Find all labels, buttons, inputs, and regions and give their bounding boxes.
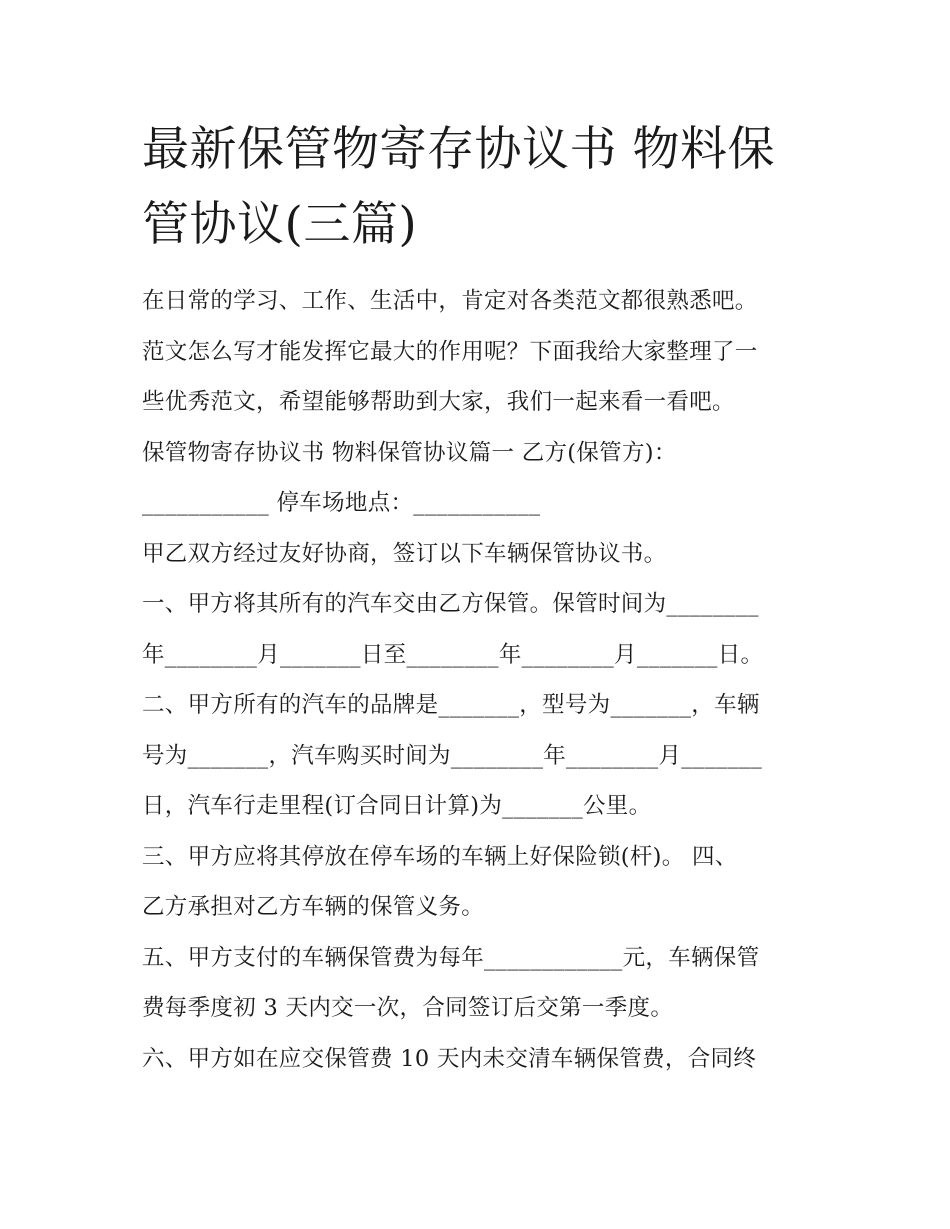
- body-line-12: 三、甲方应将其停放在停车场的车辆上好保险锁(杆)。 四、: [142, 843, 738, 870]
- body-line-7: 一、甲方将其所有的汽车交由乙方保管。保管时间为________: [142, 591, 759, 617]
- body-line-5: ___________ 停车场地点：___________: [142, 490, 541, 516]
- body-line-15: 费每季度初 3 天内交一次，合同签订后交第一季度。: [142, 995, 674, 1021]
- body-line-1: 在日常的学习、工作、生活中，肯定对各类范文都很熟悉吧。: [142, 288, 758, 314]
- body-line-14: 五、甲方支付的车辆保管费为每年____________元，车辆保管: [142, 944, 760, 971]
- body-line-10: 号为_______，汽车购买时间为________年________月_______: [142, 742, 763, 769]
- body-line-9: 二、甲方所有的汽车的品牌是_______，型号为_______，车辆: [142, 692, 760, 718]
- title-line-2: 管协议(三篇): [142, 197, 418, 252]
- document-page: [142, 112, 822, 1084]
- body-line-4: 保管物寄存协议书 物料保管协议篇一 乙方(保管方)：: [142, 439, 677, 466]
- body-line-13: 乙方承担对乙方车辆的保管义务。: [142, 894, 485, 920]
- document-title: [142, 112, 822, 262]
- body-line-3: 些优秀范文，希望能够帮助到大家，我们一起来看一看吧。: [142, 389, 735, 415]
- title-line-1: 最新保管物寄存协议书 物料保: [142, 122, 775, 177]
- document-body: [142, 276, 822, 1084]
- body-line-2: 范文怎么写才能发挥它最大的作用呢？下面我给大家整理了一: [142, 338, 758, 365]
- body-line-6: 甲乙双方经过友好协商，签订以下车辆保管协议书。: [142, 540, 667, 567]
- body-line-8: 年________月_______日至________年________月_______日。: [142, 641, 764, 668]
- body-line-16: 六、甲方如在应交保管费 10 天内未交清车辆保管费，合同终: [142, 1045, 757, 1072]
- body-line-11: 日，汽车行走里程(订合同日计算)为_______公里。: [142, 793, 652, 819]
